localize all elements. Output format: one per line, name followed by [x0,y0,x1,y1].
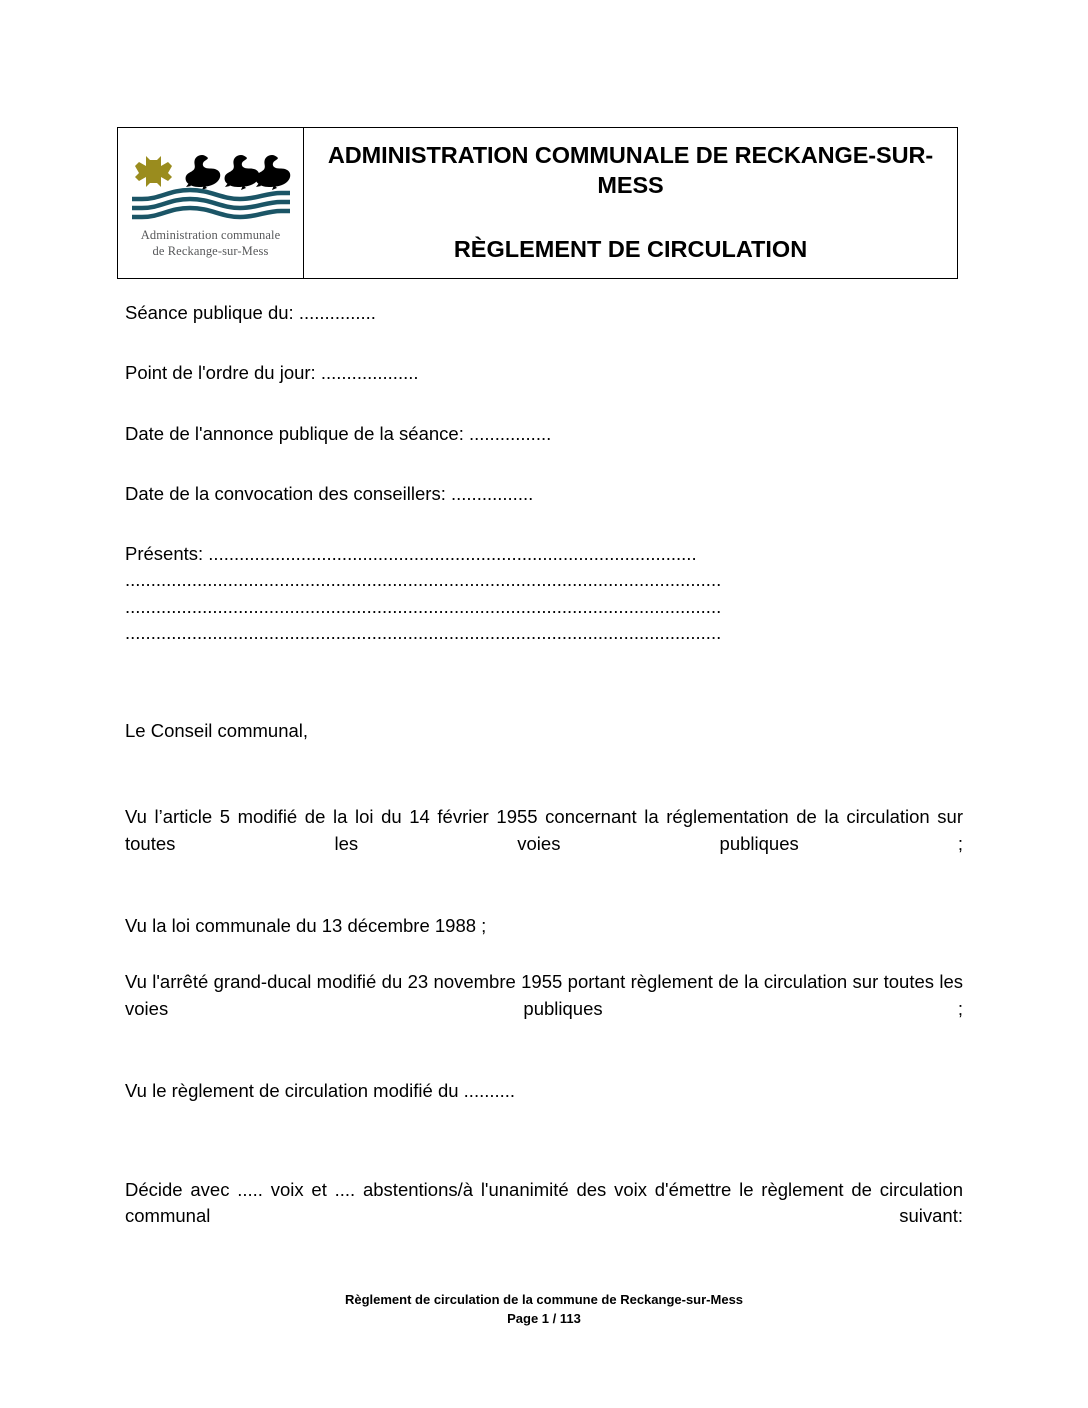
cross-shape [135,156,172,187]
field-seance-publique-value: ............... [298,302,376,323]
consideration-item: Vu l’article 5 modifié de la loi du 14 février 1955 concernant la réglementation de la circulation sur toutes les voies publiques ; [125,806,963,854]
page-footer [0,1291,1088,1329]
presents-blank-line: .................................................................................................................... [125,621,722,643]
spacer [125,1048,963,1078]
field-presents [125,541,830,567]
consideration-item: Vu l'arrêté grand-ducal modifié du 23 novembre 1955 portant règlement de la circulation sur toutes les voies publiques ; [125,971,963,1019]
decision-paragraph: Décide avec ..... voix et .... abstentions/à l'unanimité des voix d'émettre le règlement de circulation communal suivant: [125,1178,963,1226]
presents-blank-line: .................................................................................................................... [125,595,722,617]
header-logo-cell [118,128,304,278]
municipal-logo [127,147,295,259]
field-date-convocation [125,481,963,507]
spacer [125,387,963,421]
logo-caption-line-2: de Reckange-sur-Mess [152,243,269,258]
logo-caption-line-1: Administration communale [140,227,281,242]
footer-page-number: Page 1 / 113 [507,1310,581,1326]
field-seance-publique-label: Séance publique du: [125,302,294,323]
field-date-convocation-label: Date de la convocation des conseillers: [125,482,446,504]
footer-document-title: Règlement de circulation de la commune de Reckange-sur-Mess [344,1292,744,1307]
field-presents-dots: ............................................................................................... [208,543,697,565]
page-subtitle: RÈGLEMENT DE CIRCULATION [453,236,808,263]
logo-caption [141,228,281,259]
document-body [125,300,963,1255]
presents-blank-line: .................................................................................................................... [125,569,722,591]
field-point-ordre-jour-label: Point de l'ordre du jour: [125,362,316,384]
consideration-item: Vu la loi communale du 13 décembre 1988 ; [125,915,487,937]
spacer [125,646,963,718]
field-date-annonce [125,421,963,447]
field-presents-label: Présents: [125,543,204,565]
field-date-annonce-label: Date de l'annonce publique de la séance: [125,422,464,444]
field-seance-publique [125,300,963,326]
field-point-ordre-jour [125,360,963,386]
coat-of-arms-icon [131,147,291,225]
consideration-item: Vu le règlement de circulation modifié du .......... [125,1080,516,1102]
spacer [125,1105,963,1177]
page-title: ADMINISTRATION COMMUNALE DE RECKANGE-SUR-MESS [327,142,934,199]
field-point-ordre-jour-value: ................... [320,362,419,384]
spacer [125,447,963,481]
swan-shapes [185,155,290,190]
spacer [125,744,963,804]
body-opening: Le Conseil communal, [125,720,309,742]
spacer [125,939,963,969]
wave-shapes [132,190,290,217]
field-date-annonce-value: ................ [469,422,552,444]
header-title-cell [304,128,957,278]
spacer [125,507,963,541]
document-header-table [117,127,958,279]
spacer [125,326,963,360]
spacer [125,883,963,913]
field-date-convocation-value: ................ [451,482,534,504]
